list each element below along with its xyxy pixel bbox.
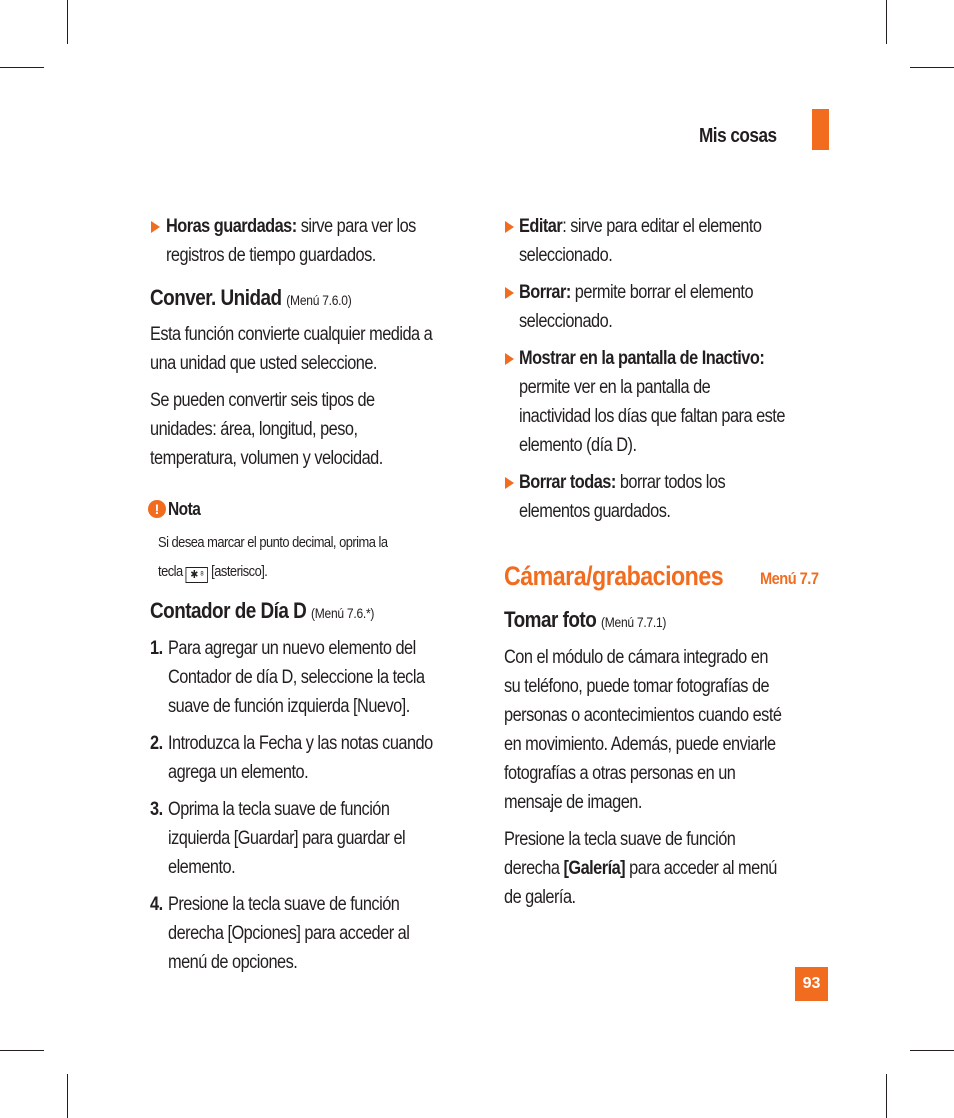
list-item-text: Para agregar un nuevo elemento del Contador de día D, seleccione la tecla suave de función izquierda [Nuevo].: [168, 638, 425, 717]
bullet-editar: Editar: sirve para editar el elemento seleccionado.: [519, 216, 762, 266]
list-item-text: Introduzca la Fecha y las notas cuando agrega un elemento.: [168, 733, 433, 783]
bullet-borrar: Borrar: permite borrar el elemento seleccionado.: [519, 282, 754, 332]
bullet-borrar-todas: Borrar todas: borrar todos los elementos guardados.: [519, 472, 726, 522]
crop-mark: [910, 67, 954, 68]
paragraph-tomar-1: Con el módulo de cámara integrado en su teléfono, puede tomar fotografías de personas o acontecimientos cuando esté en movimiento. Además, puede enviarle fotografías a otras personas en un mensaje de imagen.: [504, 647, 782, 813]
heading-camara-grabaciones: Cámara/grabaciones: [504, 561, 724, 591]
list-item: 2.: [150, 733, 163, 754]
bullet-arrow-icon: [505, 477, 514, 489]
heading-tomar-foto: Tomar foto (Menú 7.7.1): [504, 607, 667, 632]
crop-mark: [910, 1050, 954, 1051]
bullet-arrow-icon: [151, 221, 160, 233]
list-item: 1.: [150, 638, 163, 659]
paragraph-conver-1: Esta función convierte cualquier medida a una unidad que usted seleccione.: [150, 324, 433, 374]
crop-mark: [67, 1074, 68, 1118]
heading-contador-dia-d: Contador de Día D (Menú 7.6.*): [150, 598, 375, 623]
bullet-horas-guardadas: Horas guardadas: sirve para ver los registros de tiempo guardados.: [166, 216, 416, 266]
heading-conver-unidad: Conver. Unidad (Menú 7.6.0): [150, 285, 352, 310]
list-item: 4.: [150, 894, 163, 915]
crop-mark: [0, 67, 44, 68]
list-item: 3.: [150, 799, 163, 820]
list-item-text: Oprima la tecla suave de función izquierda [Guardar] para guardar el elemento.: [168, 799, 406, 878]
crop-mark: [0, 1050, 44, 1051]
asterisk-key-icon: ✱ ⁸: [186, 567, 208, 583]
note-text: Si desea marcar el punto decimal, oprima la tecla ✱ ⁸ [asterisco].: [158, 534, 388, 581]
crop-mark: [67, 0, 68, 44]
bullet-arrow-icon: [505, 287, 514, 299]
note-warning-icon: !: [148, 500, 166, 518]
page-number: 93: [802, 975, 821, 992]
crop-mark: [886, 1074, 887, 1118]
paragraph-conver-2: Se pueden convertir seis tipos de unidades: área, longitud, peso, temperatura, volumen y velocidad.: [150, 390, 383, 469]
crop-mark: [886, 0, 887, 44]
page-number-badge: [795, 967, 828, 1001]
paragraph-tomar-2: Presione la tecla suave de función derecha [Galería] para acceder al menú de galería.: [504, 829, 777, 908]
bullet-mostrar: Mostrar en la pantalla de Inactivo: permite ver en la pantalla de inactividad los días que faltan para este elemento (día D).: [519, 348, 785, 456]
section-tab-marker: [812, 109, 829, 150]
list-item-text: Presione la tecla suave de función derecha [Opciones] para acceder al menú de opciones.: [168, 894, 410, 973]
note-title: Nota: [168, 499, 201, 519]
bullet-arrow-icon: [505, 353, 514, 365]
bullet-arrow-icon: [505, 221, 514, 233]
menu-camara: Menú 7.7: [760, 569, 819, 588]
section-title: Mis cosas: [699, 125, 777, 147]
